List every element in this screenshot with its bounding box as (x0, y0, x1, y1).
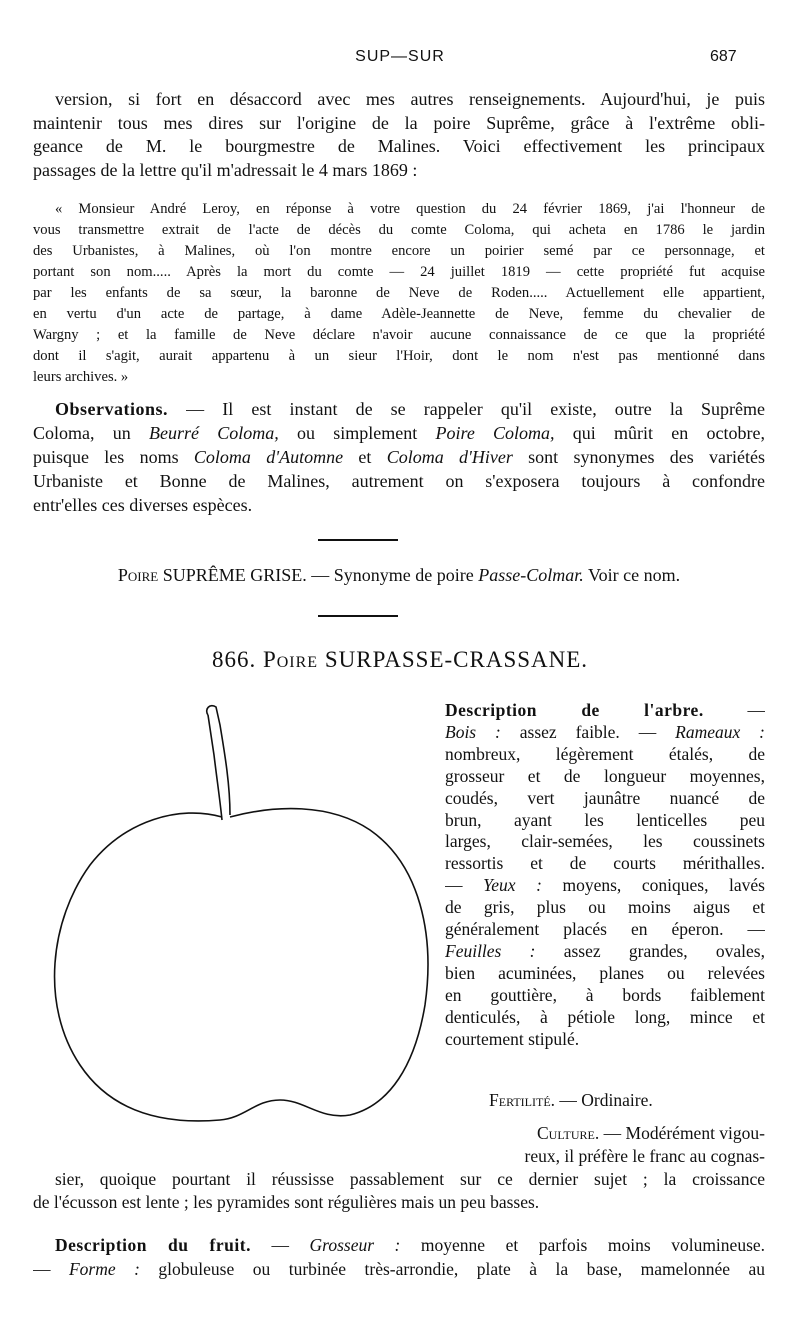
text-line (445, 1145, 765, 1168)
text-line (445, 1029, 765, 1051)
text-run: de l'écusson est lente ; les pyramides sont régulières mais un peu basses. (33, 1192, 540, 1212)
text-run: sier, quoique pourtant il réussisse passablement sur ce dernier sujet ; la croissance (55, 1169, 765, 1189)
text-run: globuleuse ou turbinée très-arrondie, plate à la base, mamelonnée au (139, 1259, 765, 1279)
italic-term: Forme : (68, 1259, 140, 1279)
quoted-letter (33, 199, 765, 388)
text-run: portant son nom..... Après la mort du comte — 24 juillet 1819 — cette propriété fut acquise (33, 264, 765, 280)
run-in-heading: Observations. (55, 399, 169, 419)
running-title: SUP—SUR (355, 48, 445, 65)
italic-term: Yeux : (483, 875, 542, 896)
italic-term: Coloma d'Automne (193, 447, 344, 467)
text-run: et (343, 447, 387, 467)
text-line (33, 283, 765, 304)
text-run: passages de la lettre qu'il m'adressait le 4 mars 1869 : (33, 159, 418, 180)
text-line (445, 963, 765, 985)
text-run: assez faible. — (500, 721, 676, 742)
text-line (33, 135, 765, 159)
entry-name: SURPASSE-CRASSANE. (324, 647, 589, 672)
text-run: brun, ayant les lenticelles peu (445, 809, 765, 830)
text-line (33, 346, 765, 367)
text-run: reux, il préfère le franc au cognas- (524, 1146, 765, 1166)
italic-term: Poire Coloma, (435, 423, 555, 443)
text-run: Fertilité. (489, 1090, 556, 1110)
text-line (33, 1257, 765, 1281)
text-run: généralement placés en éperon. — (445, 919, 765, 940)
text-line (33, 304, 765, 325)
text-run: maintenir tous mes dires sur l'origine de la poire Suprême, grâce à l'extrême obli- (33, 112, 765, 133)
text-run: « Monsieur André Leroy, en réponse à votre question du 24 février 1869, j'ai l'honneur de (55, 201, 765, 217)
text-line (33, 421, 765, 445)
text-line (445, 941, 765, 963)
entry-number: 866. (211, 647, 257, 672)
text-line (33, 397, 765, 421)
text-run: SUPRÊME GRISE. — Synonyme de poire (158, 565, 479, 585)
text-line (445, 722, 765, 744)
text-line (445, 1122, 765, 1145)
text-line (445, 700, 765, 722)
text-line (33, 493, 765, 517)
italic-term: Passe-Colmar. (478, 565, 584, 585)
text-run: — (445, 875, 484, 896)
text-run: bien acuminées, planes ou relevées (445, 962, 765, 983)
text-line (33, 1168, 765, 1191)
fruit-description (33, 1233, 765, 1281)
italic-term: Rameaux : (675, 721, 765, 742)
text-line (33, 112, 765, 136)
run-in-heading: Description du fruit. (55, 1235, 251, 1255)
text-run: grosseur et de longueur moyennes, (445, 765, 765, 786)
text-run: des Urbanistes, à Malines, où l'on montre encore un poirier semé par ce personnage, et (33, 243, 765, 259)
text-run: entr'elles ces diverses espèces. (33, 495, 253, 515)
text-run: ressortis et de courts mérithalles. (445, 853, 765, 874)
text-run: qui mûrit en octobre, (554, 423, 765, 443)
text-run: — Il est instant de se rappeler qu'il existe, outre la Suprême (168, 399, 765, 419)
text-run: Coloma, un (33, 423, 149, 443)
text-line (33, 199, 765, 220)
text-run: geance de M. le bourgmestre de Malines. Voici effectivement les principaux (33, 136, 765, 156)
text-line (445, 985, 765, 1007)
text-run: larges, clair-semées, les coussinets (445, 831, 765, 852)
text-run: — Ordinaire. (555, 1090, 653, 1110)
text-line (33, 241, 765, 262)
text-line (467, 1089, 765, 1111)
text-run: — Modérément vigou- (599, 1123, 765, 1143)
text-run: moyenne et parfois moins volumineuse. (400, 1235, 765, 1255)
text-line (33, 159, 765, 183)
page-number: 687 (710, 48, 737, 65)
text-run: dont il s'agit, aurait appartenu à un sieur l'Hoir, dont le nom n'est pas mentionné dans (33, 348, 765, 364)
fertility-line (467, 1089, 765, 1111)
text-run: puisque les noms (33, 447, 194, 467)
text-line (33, 1233, 765, 1257)
text-line (33, 1191, 765, 1214)
text-line (33, 325, 765, 346)
text-run: vous transmettre extrait de l'acte de décès du comte Coloma, qui acheta en 1786 le jardin (33, 222, 765, 238)
text-line (445, 897, 765, 919)
text-run: — (33, 1259, 69, 1279)
text-line (33, 563, 765, 587)
pear-outline-illustration (30, 695, 450, 1135)
text-line (445, 831, 765, 853)
text-run: nombreux, légèrement étalés, de (445, 743, 765, 764)
text-run: denticulés, à pétiole long, mince et (445, 1006, 765, 1027)
text-run: Urbaniste et Bonne de Malines, autrement on s'exposera toujours à confondre (33, 471, 765, 491)
text-run: coudés, vert jaunâtre nuancé de (445, 787, 765, 808)
tree-description (445, 700, 765, 1051)
text-run: — (703, 700, 765, 720)
culture-paragraph-start (445, 1122, 765, 1168)
italic-term: Bois : (445, 721, 501, 742)
synonym-entry (33, 563, 765, 587)
run-in-heading: Description de l'arbre. (445, 700, 704, 720)
text-run: leurs archives. » (33, 369, 129, 385)
culture-paragraph-end (33, 1168, 765, 1214)
italic-term: Grosseur : (309, 1235, 401, 1255)
text-line (445, 810, 765, 832)
text-line (445, 919, 765, 941)
text-line (33, 220, 765, 241)
separator-rule (318, 615, 398, 617)
text-line (33, 445, 765, 469)
text-line (445, 766, 765, 788)
text-line (445, 744, 765, 766)
text-run: assez grandes, ovales, (535, 940, 765, 961)
entry-heading (0, 647, 800, 673)
italic-term: Feuilles : (445, 940, 536, 961)
text-run: par les enfants de sa sœur, la baronne de Neve de Roden..... Actuellement elle appartient, (33, 285, 765, 301)
paragraph-intro (33, 88, 765, 182)
text-line (445, 875, 765, 897)
italic-term: Coloma d'Hiver (386, 447, 513, 467)
text-run: Poire (117, 565, 159, 585)
text-run: de gris, plus ou moins aigus et (445, 897, 765, 918)
text-run: courtement stipulé. (445, 1028, 580, 1049)
text-run: version, si fort en désaccord avec mes autres renseignements. Aujourd'hui, je puis (55, 89, 765, 109)
italic-term: Beurré Coloma, (149, 423, 279, 443)
entry-prefix: Poire (262, 647, 319, 672)
text-line (33, 367, 765, 388)
observations-paragraph (33, 397, 765, 517)
text-run: Voir ce nom. (583, 565, 681, 585)
text-line (445, 1007, 765, 1029)
text-line (445, 853, 765, 875)
text-line (445, 788, 765, 810)
text-run: en vertu d'un acte de partage, à dame Adèle-Jeannette de Neve, femme du chevalier de (33, 306, 765, 322)
separator-rule (318, 539, 398, 541)
text-run: Wargny ; et la famille de Neve déclare n'avoir aucune connaissance de ce que la propriété (33, 327, 765, 343)
text-run: — (250, 1235, 310, 1255)
text-run: en gouttière, à bords faiblement (445, 984, 765, 1005)
text-line (33, 469, 765, 493)
text-run: Culture. (536, 1123, 600, 1143)
text-line (33, 262, 765, 283)
text-line (33, 88, 765, 112)
text-run: ou simplement (278, 423, 436, 443)
text-run: moyens, coniques, lavés (541, 875, 765, 896)
text-run: sont synonymes des variétés (512, 447, 765, 467)
